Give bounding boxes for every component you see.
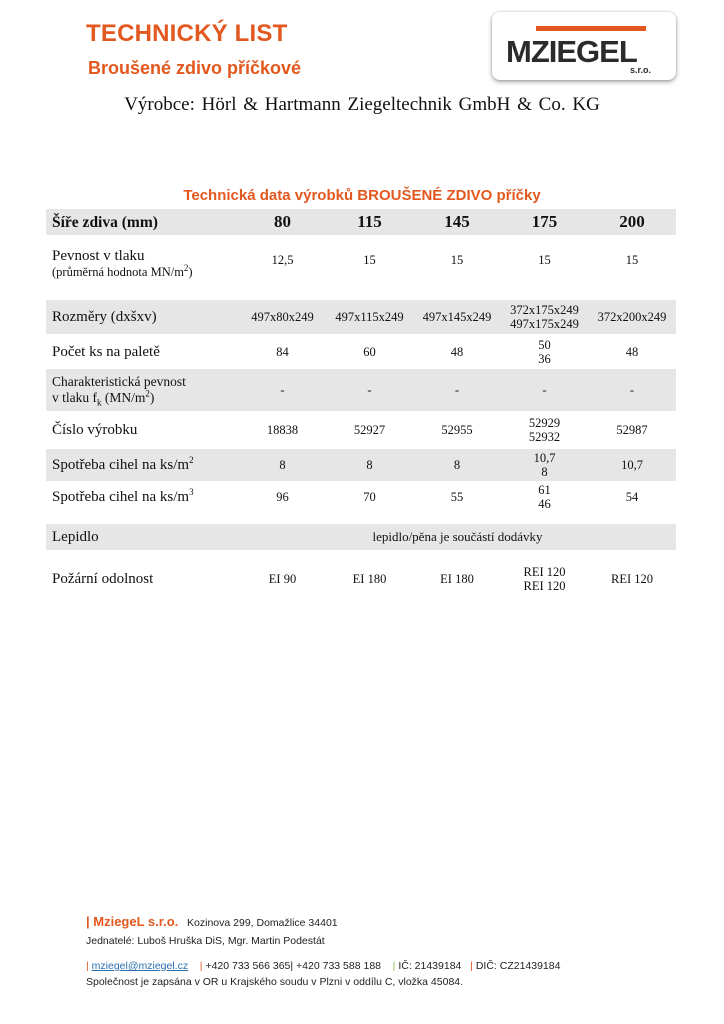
table-row xyxy=(46,412,676,448)
document-title: TECHNICKÝ LIST xyxy=(86,20,288,47)
table-cell: 52929 52932 xyxy=(528,416,561,444)
table-cell: 8 xyxy=(366,458,373,472)
table-row xyxy=(46,369,676,411)
row-label: Pevnost v tlaku (průměrná hodnota $MN/m^2$) xyxy=(52,248,193,279)
table-cell: 96 xyxy=(276,490,289,504)
footer-phones: +420 733 566 365| +420 733 588 188 xyxy=(205,960,381,972)
table-cell-merged: lepidlo/pěna je součástí dodávky xyxy=(372,529,543,544)
logo-graphic xyxy=(492,12,676,80)
table-cell: 61 46 xyxy=(538,483,551,511)
footer-registration: Společnost je zapsána v OR u Krajského soudu v Plzni v oddílu C, vložka 45084. xyxy=(86,976,464,988)
row-label: Charakteristická pevnost v tlaku $f_k$ $(MN/m^2)$ xyxy=(52,374,186,408)
row-label: Spotřeba cihel na $ks/m^2$ xyxy=(52,454,194,473)
table-cell: 84 xyxy=(276,345,289,359)
column-header: 200 xyxy=(619,212,645,231)
table-cell: EI 180 xyxy=(440,572,474,586)
table-cell: EI 90 xyxy=(268,572,297,586)
table-cell: 48 xyxy=(625,345,639,359)
column-header: 80 xyxy=(274,212,291,231)
table-row xyxy=(46,300,676,334)
column-header: 115 xyxy=(357,212,382,231)
table-cell: 52955 xyxy=(441,423,473,437)
table-cell: - xyxy=(542,383,547,397)
table-cell: - xyxy=(367,383,372,397)
row-label: Lepidlo xyxy=(52,528,99,545)
footer-brand: | MziegeL s.r.o. xyxy=(86,914,179,929)
table-cell: 70 xyxy=(363,490,376,504)
row-label: Číslo výrobku xyxy=(52,421,138,438)
table-cell: REI 120 REI 120 xyxy=(523,565,566,593)
table-cell: 52927 xyxy=(353,423,386,437)
table-cell: 8 xyxy=(453,458,461,472)
table-cell: 55 xyxy=(450,490,464,504)
table-row xyxy=(46,560,676,598)
table-cell: 15 xyxy=(538,253,551,267)
table-row xyxy=(46,236,676,292)
row-label: Požární odolnost xyxy=(52,570,154,587)
row-label: Rozměry (dxšxv) xyxy=(52,308,157,325)
footer-directors: Jednatelé: Luboš Hruška DiS, Mgr. Martin Podestát xyxy=(86,935,325,947)
table-cell: - xyxy=(454,383,460,397)
table-cell: 18838 xyxy=(266,423,299,437)
table-row xyxy=(46,480,676,514)
logo-subtext: s.r.o. xyxy=(630,65,652,75)
table-caption: Technická data výrobků BROUŠENÉ ZDIVO příčky xyxy=(183,187,541,204)
table-cell: - xyxy=(280,383,285,397)
table-cell: 52987 xyxy=(616,423,648,437)
table-cell: 497x80x249 xyxy=(251,310,314,324)
table-cell: 372x175x249 497x175x249 xyxy=(510,303,579,331)
footer-address: Kozinova 299, Domažlice 34401 xyxy=(187,917,338,929)
table-cell: 10,7 8 xyxy=(533,451,556,479)
table-row xyxy=(46,449,676,481)
table-cell: 497x145x249 xyxy=(422,310,492,324)
footer-dic: DIČ: CZ21439184 xyxy=(475,960,561,972)
column-header: 175 xyxy=(531,212,558,231)
company-logo xyxy=(492,12,676,80)
table-cell: - xyxy=(629,383,635,397)
footer-email-link[interactable]: mziegel@mziegel.cz xyxy=(91,960,189,972)
table-cell: 10,7 xyxy=(621,458,643,472)
table-cell: 15 xyxy=(363,253,376,267)
table-cell: 50 36 xyxy=(538,338,551,366)
document-subtitle: Broušené zdivo příčkové xyxy=(88,58,302,78)
table-cell: 372x200x249 xyxy=(597,310,667,324)
producer-line: Výrobce: Hörl & Hartmann Ziegeltechnik GmbH & Co. KG xyxy=(124,94,600,115)
table-cell: EI 180 xyxy=(352,572,387,586)
table-cell: 15 xyxy=(625,253,639,267)
table-cell: REI 120 xyxy=(610,572,653,586)
row-label: Počet ks na paletě xyxy=(52,343,160,360)
table-row xyxy=(46,336,676,368)
table-cell: 60 xyxy=(363,345,376,359)
table-cell: 15 xyxy=(450,253,464,267)
row-label: Spotřeba cihel na $ks/m^3$ xyxy=(52,486,194,505)
table-cell: 497x115x249 xyxy=(335,310,404,324)
logo-text: MZIEGEL xyxy=(506,34,637,69)
table-cell: 12,5 xyxy=(271,253,294,267)
column-header: 145 xyxy=(444,212,470,231)
footer-ico: IČ: 21439184 xyxy=(398,960,462,972)
table-cell: 8 xyxy=(279,458,286,472)
header-label: Šíře zdiva (mm) xyxy=(52,213,158,231)
table-cell: 54 xyxy=(625,490,639,504)
table-cell: 48 xyxy=(450,345,464,359)
table-row xyxy=(46,524,676,550)
